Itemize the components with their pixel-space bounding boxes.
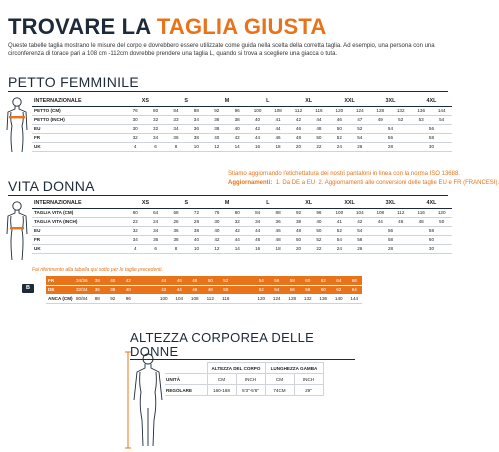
waist-row-label: TAGLIA VITA (CM)	[32, 208, 125, 217]
legacy-table-cell: 34/36	[74, 276, 90, 285]
chest-table-cell: 80	[145, 106, 165, 115]
legacy-table-cell: 140	[331, 294, 347, 303]
waist-table-cell: 50	[431, 217, 452, 226]
legacy-table-cell: 46	[172, 276, 188, 285]
waist-table-cell: 36	[166, 226, 186, 235]
chest-table-cell: 30	[411, 142, 452, 151]
chest-table-cell: 52	[390, 115, 410, 124]
chest-table-cell: 40	[207, 133, 227, 142]
height-value-cm: 160-168	[207, 385, 236, 396]
chest-table-cell: 58	[411, 133, 452, 142]
chest-table-cell: 10	[186, 142, 206, 151]
waist-table-cell: 8	[166, 244, 186, 253]
chest-table-cell: 38	[227, 115, 247, 124]
waist-header-row	[32, 198, 452, 208]
waist-table-cell: 46	[391, 217, 411, 226]
chest-table-cell: 30	[125, 124, 145, 133]
waist-update-note-line: Stiamo aggiornando l'etichettatura dei nostri pantaloni in linea con la norma ISO 13688.	[228, 171, 460, 177]
chest-table-cell: 136	[411, 106, 431, 115]
chest-table-cell: 8	[166, 142, 186, 151]
waist-table-cell: 68	[166, 208, 186, 217]
legacy-table-cell: 62	[316, 276, 332, 285]
legacy-table-cell: 38	[90, 276, 106, 285]
legacy-table-cell	[234, 294, 254, 303]
chest-table-cell: 46	[288, 124, 308, 133]
legacy-table-cell: 42	[121, 276, 137, 285]
waist-section-rule	[8, 195, 448, 196]
waist-table-cell: 48	[288, 226, 308, 235]
waist-size-header: 4XL	[411, 198, 452, 208]
waist-size-table	[32, 198, 452, 254]
chest-table-cell: 20	[288, 142, 308, 151]
waist-table-cell: 10	[186, 244, 206, 253]
chest-table-cell: 28	[370, 142, 411, 151]
waist-table-cell: 41	[329, 217, 349, 226]
chest-table-cell: 34	[186, 115, 206, 124]
chest-table-cell: 32	[125, 133, 145, 142]
waist-table-cell: 16	[247, 244, 267, 253]
waist-table-cell: 96	[309, 208, 329, 217]
chest-table-cell: 36	[186, 124, 206, 133]
waist-update-item-2: 2. Aggiornamenti alle conversioni delle taglie EU e FR (FRANCESI).	[318, 180, 499, 186]
chest-header-label: INTERNAZIONALE	[32, 96, 125, 106]
chest-table-cell: 16	[247, 142, 267, 151]
chest-table-cell: 30	[125, 115, 145, 124]
waist-table-cell: 42	[207, 235, 227, 244]
waist-table-cell: 24	[145, 217, 165, 226]
chest-header-row	[32, 96, 452, 106]
legacy-table-cell: 56	[285, 285, 301, 294]
chest-table-cell: 34	[166, 124, 186, 133]
chest-table-cell: 50	[309, 133, 329, 142]
chest-size-header: 3XL	[370, 96, 411, 106]
legacy-row-label: FR	[46, 276, 74, 285]
waist-table-cell: 60	[125, 208, 145, 217]
waist-table-cell: 34	[145, 226, 165, 235]
waist-table-cell: 52	[329, 226, 349, 235]
waist-table-row	[32, 226, 452, 235]
waist-size-header: 3XL	[370, 198, 411, 208]
waist-table-cell: 84	[247, 208, 267, 217]
waist-table-cell: 44	[247, 226, 267, 235]
chest-table-cell: 32	[145, 115, 165, 124]
chest-table-cell: 52	[329, 133, 349, 142]
waist-update-label: Aggiornamenti:	[228, 180, 273, 186]
waist-table-cell: 92	[288, 208, 308, 217]
waist-table-cell: 42	[227, 226, 247, 235]
chest-table-cell: 46	[268, 133, 288, 142]
chest-table-cell: 56	[411, 124, 452, 133]
legacy-row-label: ANCA (CM)	[48, 296, 73, 301]
height-section-title: ALTEZZA CORPOREA DELLE DONNE	[130, 330, 315, 359]
waist-update-item-1: 1. Da DE a EU	[275, 180, 316, 186]
waist-table-cell: 4	[125, 244, 145, 253]
waist-table-cell: 104	[350, 208, 370, 217]
waist-table-cell: 36	[268, 217, 288, 226]
legacy-table-cell: 42	[156, 285, 172, 294]
height-unit-label: UNITÀ	[165, 374, 207, 385]
waist-table-cell: 88	[268, 208, 288, 217]
waist-table-cell: 32	[125, 226, 145, 235]
chest-table-cell: 144	[431, 106, 452, 115]
legacy-table-cell: 120	[254, 294, 270, 303]
chest-table-cell: 40	[247, 115, 267, 124]
legacy-table-cell: 108	[187, 294, 203, 303]
chest-table-cell: 54	[431, 115, 452, 124]
height-unit-cm: CM	[207, 374, 236, 385]
waist-table-cell: 30	[207, 217, 227, 226]
waist-table-row	[32, 217, 452, 226]
legacy-table-cell: 80/84	[76, 296, 88, 301]
waist-table-cell: 64	[145, 208, 165, 217]
leg-value-inch: 29"	[294, 385, 323, 396]
chest-size-header: M	[207, 96, 248, 106]
legacy-table-cell: 48	[187, 276, 203, 285]
legacy-table-row	[46, 276, 362, 285]
waist-table-cell: 38	[166, 235, 186, 244]
chest-table-cell: 54	[350, 133, 370, 142]
chest-row-label: PETTO (INCH)	[32, 115, 125, 124]
legacy-table-cell: 64	[347, 285, 363, 294]
legacy-table-cell: 58	[285, 276, 301, 285]
leg-value-cm: 74CM	[265, 385, 294, 396]
chest-table-row	[32, 142, 452, 151]
waist-table-cell: 80	[227, 208, 247, 217]
chest-table-cell: 50	[329, 124, 349, 133]
chest-table-cell: 6	[145, 142, 165, 151]
chest-table-cell: 36	[207, 115, 227, 124]
waist-table-cell: 112	[391, 208, 411, 217]
waist-table-row	[32, 235, 452, 244]
chest-table-cell: 54	[370, 124, 411, 133]
waist-table-cell: 116	[411, 208, 431, 217]
waist-table-cell: 34	[125, 235, 145, 244]
page-title	[8, 14, 327, 40]
waist-table-cell: 34	[247, 217, 267, 226]
legacy-table-cell: 54	[254, 276, 270, 285]
legacy-row-label: DE	[46, 285, 74, 294]
legacy-table-note: Fai riferimento alla tabella qui sotto per le taglie precedenti.	[32, 267, 163, 273]
height-value-inch: 5'3"-5'6"	[236, 385, 265, 396]
chest-table-cell: 84	[166, 106, 186, 115]
legacy-table-cell: 60	[300, 276, 316, 285]
chest-table-cell: 52	[350, 124, 370, 133]
legacy-table-cell: 64	[331, 276, 347, 285]
legacy-table-cell: 58	[300, 285, 316, 294]
chest-table-row	[32, 124, 452, 133]
waist-table-cell: 48	[268, 235, 288, 244]
legacy-table-cell: 40	[121, 285, 137, 294]
chest-table-cell: 42	[288, 115, 308, 124]
legacy-table-cell: 38	[105, 285, 121, 294]
chest-table-cell: 53	[411, 115, 431, 124]
waist-table-cell: 12	[207, 244, 227, 253]
chest-size-table	[32, 96, 452, 152]
chest-row-label: PETTO (CM)	[32, 106, 125, 115]
chest-table-cell: 44	[268, 124, 288, 133]
waist-table-cell: 22	[125, 217, 145, 226]
waist-table-cell: 60	[411, 235, 452, 244]
legacy-table-cell: 112	[203, 294, 219, 303]
chest-table-cell: 47	[350, 115, 370, 124]
waist-row-label: UK	[32, 244, 125, 253]
legacy-table-cell: 36	[90, 285, 106, 294]
legacy-table-cell: 66	[347, 276, 363, 285]
female-height-figure-icon	[124, 350, 164, 450]
waist-table-cell: 32	[227, 217, 247, 226]
legacy-table-cell: 50	[218, 285, 234, 294]
chest-table-cell: 38	[207, 124, 227, 133]
title-main: TROVARE LA	[8, 14, 157, 39]
legacy-table-cell	[234, 276, 254, 285]
female-torso-chest-icon	[4, 96, 30, 154]
waist-size-header: XS	[125, 198, 166, 208]
legacy-table-cell	[136, 285, 156, 294]
intro-text: Queste tabelle taglia mostrano le misure del corpo e dovrebbero essere utilizzate come guida nella scelta della corretta taglia. Ad esempio, una persona con una circonferenza di torace pari a 108 cm -112cm dovrebbe prendere una taglia L, quando si trova a scegliere una giacca o tuta.	[8, 43, 435, 57]
chest-row-label: UK	[32, 142, 125, 151]
chest-table-cell: 56	[370, 133, 411, 142]
waist-table-cell: 50	[309, 226, 329, 235]
legacy-size-table	[46, 276, 362, 304]
chest-table-cell: 34	[145, 133, 165, 142]
chest-size-header: XXL	[329, 96, 370, 106]
waist-table-cell: 108	[370, 208, 390, 217]
legacy-table-cell: 132	[300, 294, 316, 303]
chest-table-cell: 41	[268, 115, 288, 124]
waist-table-row	[32, 244, 452, 253]
chest-table-cell: 36	[166, 133, 186, 142]
chest-table-cell: 44	[247, 133, 267, 142]
waist-table-cell: 52	[309, 235, 329, 244]
waist-size-header: L	[247, 198, 288, 208]
height-table	[165, 362, 324, 396]
legacy-table-cell	[136, 294, 156, 303]
chest-table-row	[32, 115, 452, 124]
waist-table-cell: 58	[370, 235, 411, 244]
chest-table-cell: 48	[288, 133, 308, 142]
chest-row-label: FR	[32, 133, 125, 142]
waist-table-cell: 30	[411, 244, 452, 253]
legacy-table-cell: 60	[316, 285, 332, 294]
leg-unit-cm: CM	[265, 374, 294, 385]
title-accent: TAGLIA GIUSTA	[156, 14, 327, 39]
legacy-table-cell: 52	[254, 285, 270, 294]
chest-size-header: S	[166, 96, 207, 106]
waist-size-header: XXL	[329, 198, 370, 208]
waist-table-cell: 28	[370, 244, 411, 253]
waist-table-cell: 48	[411, 217, 431, 226]
legacy-table-cell: 54	[269, 285, 285, 294]
waist-table-cell: 26	[350, 244, 370, 253]
waist-section-title: VITA DONNA	[8, 178, 95, 194]
waist-table-cell: 72	[186, 208, 206, 217]
legacy-table-cell: 144	[347, 294, 363, 303]
waist-table-cell: 50	[288, 235, 308, 244]
chest-size-header: L	[247, 96, 288, 106]
waist-table-cell: 24	[329, 244, 349, 253]
waist-table-cell: 46	[247, 235, 267, 244]
waist-header-label: INTERNAZIONALE	[32, 198, 125, 208]
chest-table-cell: 26	[350, 142, 370, 151]
chest-table-cell: 33	[166, 115, 186, 124]
waist-table-row	[32, 208, 452, 217]
chest-table-cell: 18	[268, 142, 288, 151]
waist-table-cell: 56	[370, 226, 411, 235]
chest-table-cell: 108	[268, 106, 288, 115]
waist-table-cell: 40	[186, 235, 206, 244]
chest-table-row	[32, 106, 452, 115]
waist-size-header: XL	[288, 198, 329, 208]
waist-table-cell: 6	[145, 244, 165, 253]
chest-table-cell: 124	[350, 106, 370, 115]
waist-table-cell: 54	[329, 235, 349, 244]
chest-table-cell: 49	[370, 115, 390, 124]
chest-section-title: PETTO FEMMINILE	[8, 74, 140, 90]
chest-table-cell: 44	[309, 115, 329, 124]
waist-row-label: FR	[32, 235, 125, 244]
chest-table-cell: 14	[227, 142, 247, 151]
legacy-table-cell: 50	[203, 276, 219, 285]
legacy-table-cell: 128	[285, 294, 301, 303]
waist-table-cell: 18	[268, 244, 288, 253]
chest-table-row	[32, 133, 452, 142]
legacy-table-cell	[234, 285, 254, 294]
legacy-table-row	[46, 294, 362, 303]
chest-table-cell: 76	[125, 106, 145, 115]
legacy-table-cell: 100	[156, 294, 172, 303]
chest-size-header: XS	[125, 96, 166, 106]
chest-table-cell: 46	[329, 115, 349, 124]
chest-table-cell: 128	[370, 106, 390, 115]
chest-table-cell: 42	[247, 124, 267, 133]
chest-size-header: 4XL	[411, 96, 452, 106]
chest-table-cell: 100	[247, 106, 267, 115]
height-col-body: ALTEZZA DEL CORPO	[207, 363, 265, 374]
chest-table-cell: 4	[125, 142, 145, 151]
waist-table-cell: 42	[350, 217, 370, 226]
waist-table-cell: 44	[227, 235, 247, 244]
waist-table-cell: 44	[370, 217, 390, 226]
waist-table-cell: 28	[186, 217, 206, 226]
chest-table-cell: 112	[288, 106, 308, 115]
chest-table-cell: 92	[207, 106, 227, 115]
legacy-table-cell: 124	[269, 294, 285, 303]
legacy-table-cell: 88	[90, 294, 106, 303]
chest-row-label: EU	[32, 124, 125, 133]
chest-size-header: XL	[288, 96, 329, 106]
chest-table-cell: 48	[309, 124, 329, 133]
legacy-table-row	[46, 285, 362, 294]
height-unit-inch: INCH	[236, 374, 265, 385]
waist-row-label: TAGLIA VITA (INCH)	[32, 217, 125, 226]
chest-section-rule	[8, 91, 448, 92]
female-body-waist-icon	[4, 200, 30, 262]
legacy-badge: B	[22, 284, 34, 293]
waist-row-label: EU	[32, 226, 125, 235]
chest-table-cell: 88	[186, 106, 206, 115]
legacy-table-cell: 92	[105, 294, 121, 303]
legacy-table-cell: 52	[218, 276, 234, 285]
waist-table-cell: 54	[350, 226, 370, 235]
legacy-table-cell: 44	[172, 285, 188, 294]
waist-size-header: S	[166, 198, 207, 208]
waist-table-cell: 14	[227, 244, 247, 253]
chest-table-cell: 116	[309, 106, 329, 115]
waist-table-cell: 26	[166, 217, 186, 226]
chest-table-cell: 42	[227, 133, 247, 142]
chest-table-cell: 40	[227, 124, 247, 133]
waist-table-cell: 38	[288, 217, 308, 226]
waist-table-cell: 120	[431, 208, 452, 217]
legacy-table-cell: 56	[269, 276, 285, 285]
legacy-table-cell: 104	[172, 294, 188, 303]
waist-size-header: M	[207, 198, 248, 208]
waist-table-cell: 46	[268, 226, 288, 235]
chest-table-cell: 132	[390, 106, 410, 115]
waist-table-cell: 38	[186, 226, 206, 235]
waist-table-cell: 40	[309, 217, 329, 226]
legacy-table-cell: 32/34	[76, 287, 88, 292]
legacy-table-cell	[136, 276, 156, 285]
chest-table-cell: 12	[207, 142, 227, 151]
legacy-table-cell: 96	[121, 294, 137, 303]
chest-table-cell: 24	[329, 142, 349, 151]
legacy-table-cell: 46	[187, 285, 203, 294]
waist-table-cell: 36	[145, 235, 165, 244]
height-col-leg: LUNGHEZZA GAMBA	[265, 363, 323, 374]
waist-table-cell: 76	[207, 208, 227, 217]
legacy-table-cell: 40	[105, 276, 121, 285]
height-row-label: REGOLARE	[165, 385, 207, 396]
leg-unit-inch: INCH	[294, 374, 323, 385]
chest-table-cell: 96	[227, 106, 247, 115]
waist-table-cell: 100	[329, 208, 349, 217]
legacy-table-cell: 136	[316, 294, 332, 303]
chest-table-cell: 32	[145, 124, 165, 133]
legacy-table-cell: 44	[156, 276, 172, 285]
waist-table-cell: 22	[309, 244, 329, 253]
waist-table-cell: 58	[411, 226, 452, 235]
waist-table-cell: 20	[288, 244, 308, 253]
height-section-rule	[130, 359, 355, 360]
waist-table-cell: 40	[207, 226, 227, 235]
chest-table-cell: 22	[309, 142, 329, 151]
chest-table-cell: 38	[186, 133, 206, 142]
legacy-table-cell: 48	[203, 285, 219, 294]
legacy-table-cell: 116	[218, 294, 234, 303]
waist-update-note	[228, 170, 499, 188]
legacy-table-cell: 62	[331, 285, 347, 294]
waist-table-cell: 56	[350, 235, 370, 244]
chest-table-cell: 120	[329, 106, 349, 115]
